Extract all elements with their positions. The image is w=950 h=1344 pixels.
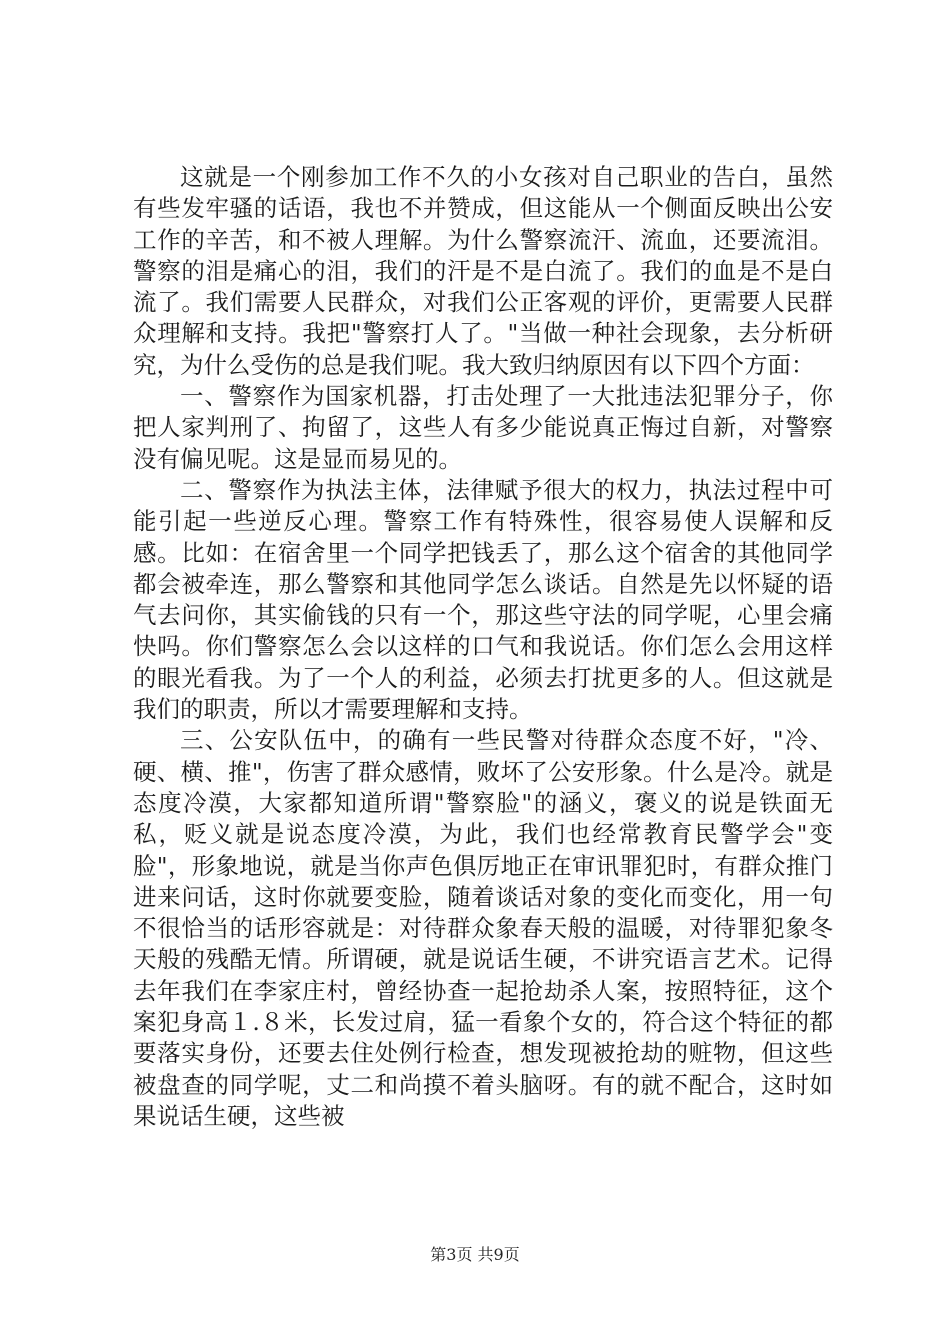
paragraph-point-three: 三、公安队伍中，的确有一些民警对待群众态度不好，"冷、硬、横、推"，伤害了群众感情，败坏了公安形象。什么是冷。就是态度冷漠，大家都知道所谓"警察脸"的涵义，褒义的说是铁面无私，贬义就是说态度冷漠，为此，我们也经常教育民警学会"变脸"，形象地说，就是当你声色俱厉地正在审讯罪犯时，有群众推门进来问话，这时你就要变脸，随着谈话对象的变化而变化，用一句不很恰当的话形容就是：对待群众象春天般的温暖，对待罪犯象冬天般的残酷无情。所谓硬，就是说话生硬，不讲究语言艺术。记得去年我们在李家庄村，曾经协查一起抢劫杀人案，按照特征，这个案犯身高１.８米，长发过肩，猛一看象个女的，符合这个特征的都要落实身份，还要去住处例行检查，想发现被抢劫的赃物，但这些被盘查的同学呢，丈二和尚摸不着头脑呀。有的就不配合，这时如果说话生硬，这些被 xyxy=(133,726,833,1130)
paragraph-point-one: 一、警察作为国家机器，打击处理了一大批违法犯罪分子，你把人家判刑了、拘留了，这些人有多少能说真正悔过自新，对警察没有偏见呢。这是显而易见的。 xyxy=(133,382,833,473)
paragraph-point-two: 二、警察作为执法主体，法律赋予很大的权力，执法过程中可能引起一些逆反心理。警察工作有特殊性，很容易使人误解和反感。比如：在宿舍里一个同学把钱丢了，那么这个宿舍的其他同学都会被牵连，那么警察和其他同学怎么谈话。自然是先以怀疑的语气去问你，其实偷钱的只有一个，那这些守法的同学呢，心里会痛快吗。你们警察怎么会以这样的口气和我说话。你们怎么会用这样的眼光看我。为了一个人的利益，必须去打扰更多的人。但这就是我们的职责，所以才需要理解和支持。 xyxy=(133,475,833,724)
page-footer: 第3页 共9页 xyxy=(430,1245,520,1264)
paragraph-intro: 这就是一个刚参加工作不久的小女孩对自己职业的告白，虽然有些发牢骚的话语，我也不并赞成，但这能从一个侧面反映出公安工作的辛苦，和不被人理解。为什么警察流汗、流血，还要流泪。警察的泪是痛心的泪，我们的汗是不是白流了。我们的血是不是白流了。我们需要人民群众，对我们公正客观的评价，更需要人民群众理解和支持。我把"警察打人了。"当做一种社会现象，去分析研究，为什么受伤的总是我们呢。我大致归纳原因有以下四个方面： xyxy=(133,163,833,379)
body-text xyxy=(133,162,833,1132)
